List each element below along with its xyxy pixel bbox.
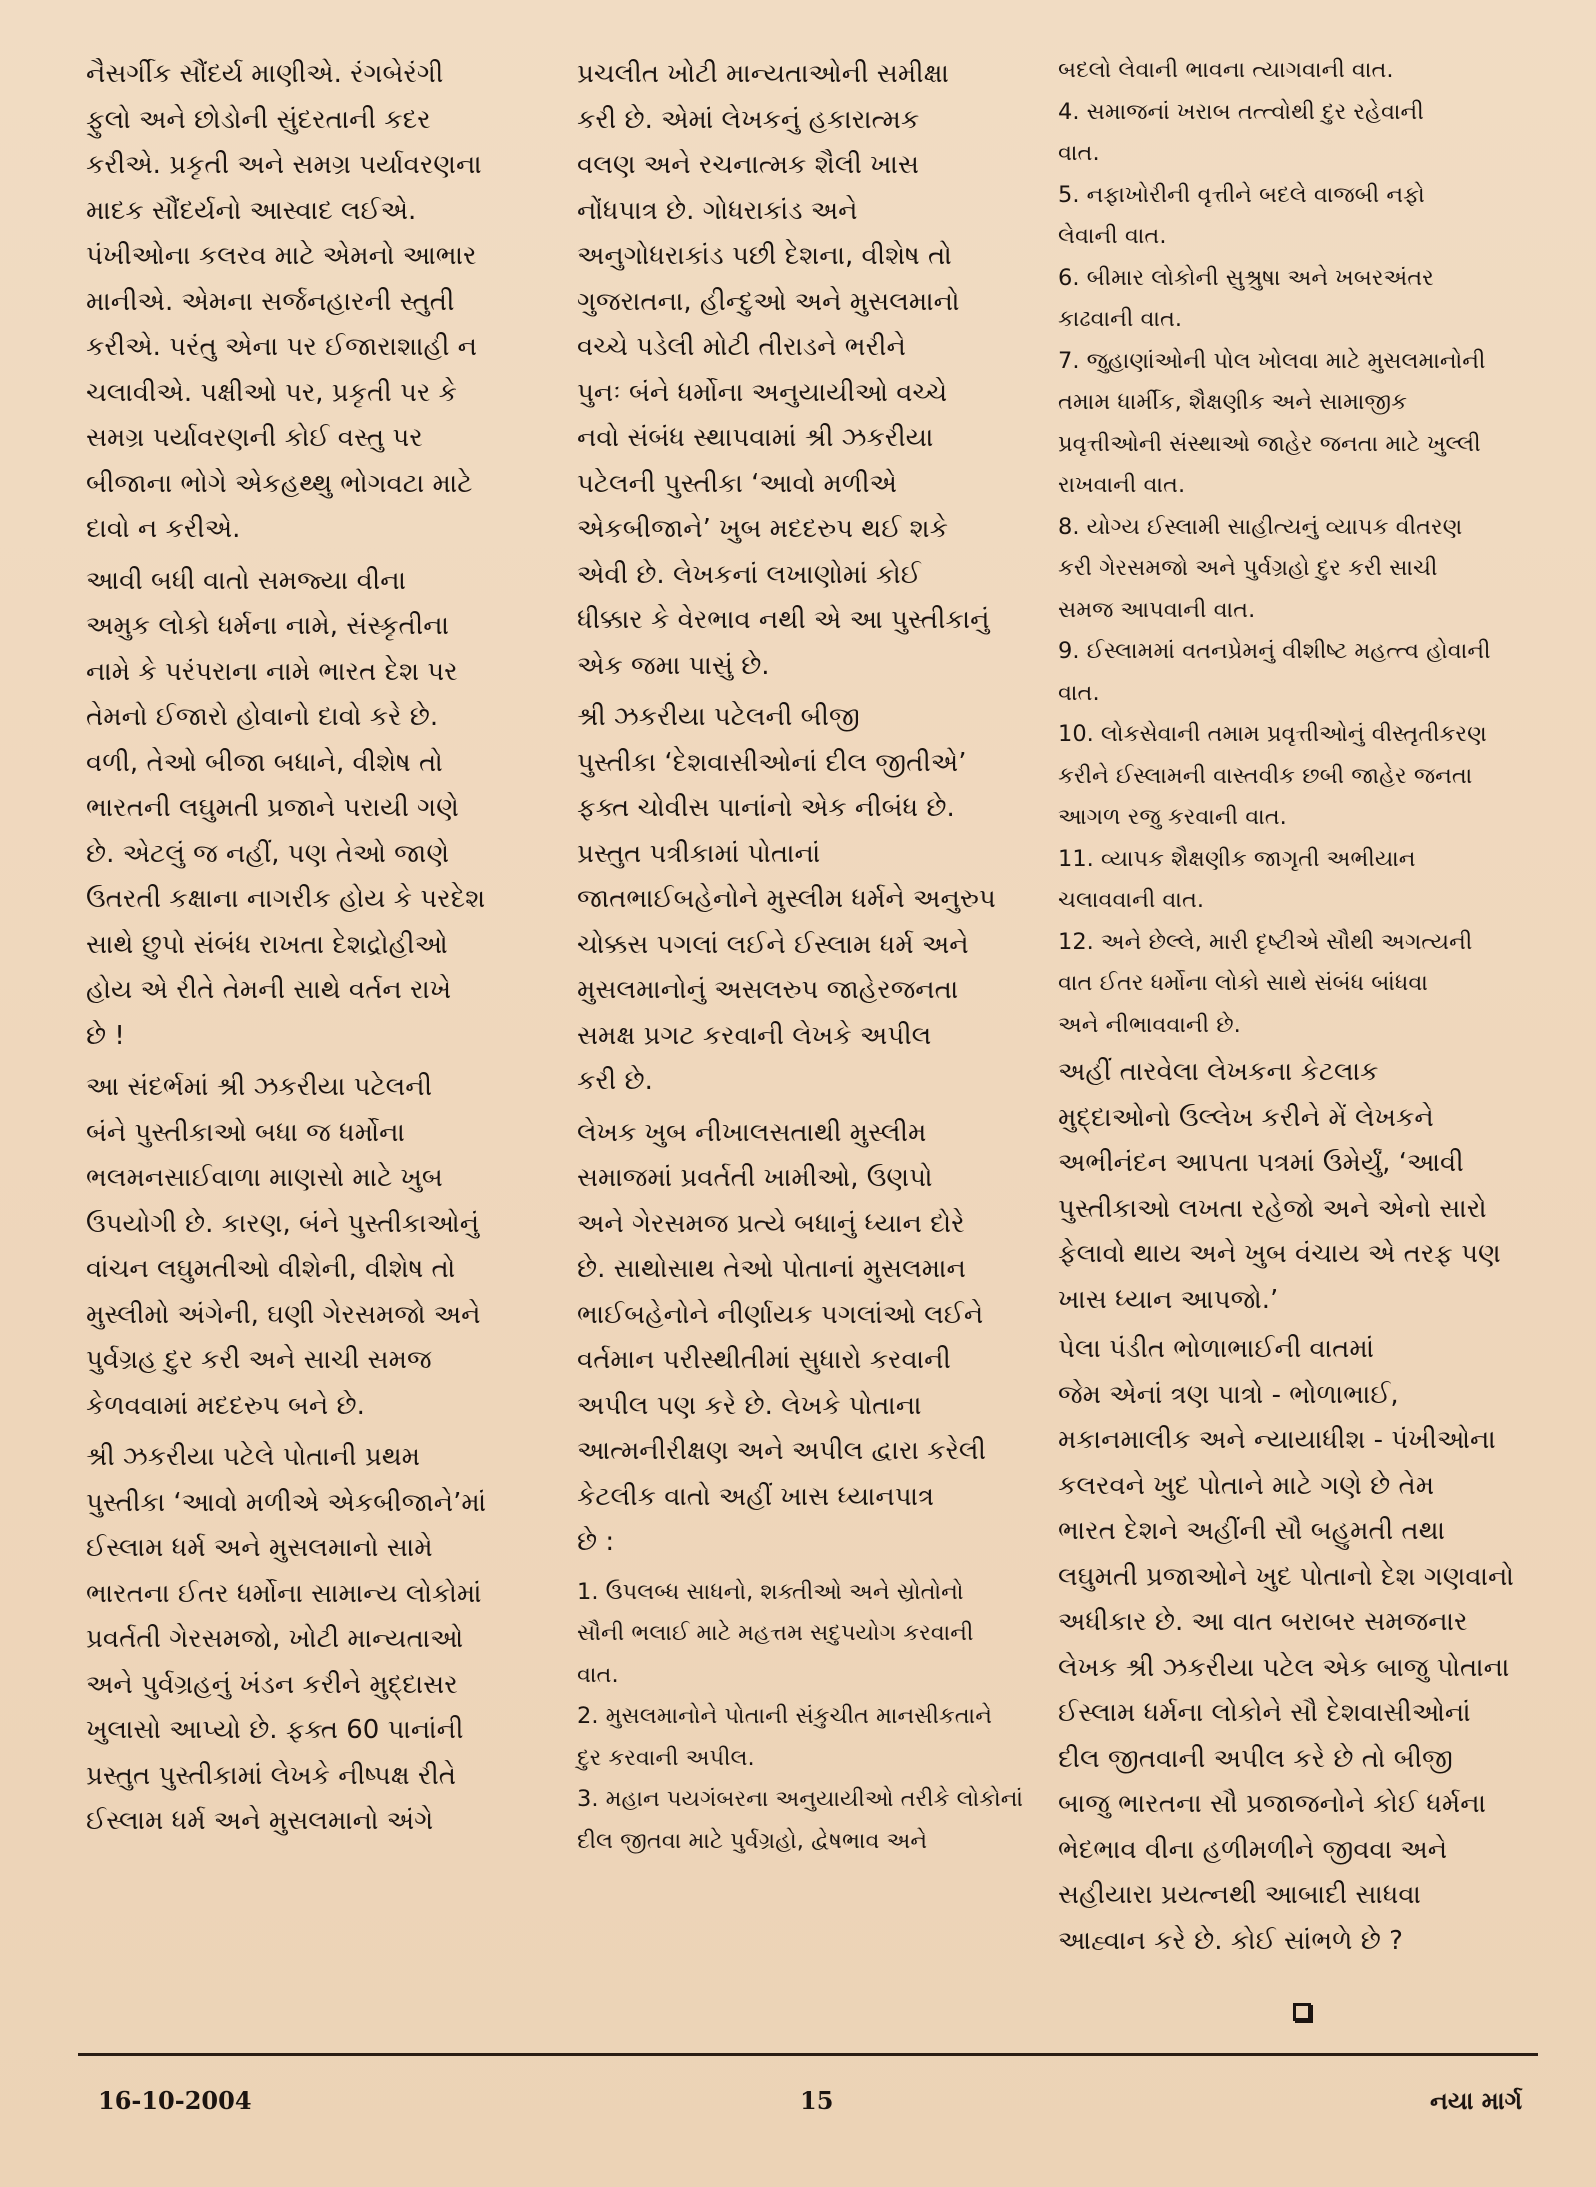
list-item: 6. બીમાર લોકોની સુશ્રુષા અને ખબરઅંતર કાઢવાની વાત. bbox=[1058, 264, 1434, 332]
paragraph: નૈસર્ગીક સૌંદર્ય માણીએ. રંગબેરંગી ફુલો અને છોડોની સુંદરતાની કદર કરીએ. પ્રકૃતી અને સમગ્ર પર્યાવરણના માદક સૌંદર્યનો આસ્વાદ લઈએ. પંખીઓના કલરવ માટે એમનો આભાર માનીએ. એમના સર્જનહારની સ્તુતી કરીએ. પરંતુ એના પર ઈજારાશાહી ન ચલાવીએ. પક્ષીઓ પર, પ્રકૃતી પર કે સમગ્ર પર્યાવરણની કોઈ વસ્તુ પર બીજાના ભોગે એકહથ્થુ ભોગવટા માટે દાવો ન કરીએ. bbox=[86, 59, 482, 544]
paragraph: પ્રચલીત ખોટી માન્યતાઓની સમીક્ષા કરી છે. એમાં લેખકનું હકારાત્મક વલણ અને રચનાત્મક શૈલી ખાસ નોંધપાત્ર છે. ગોધરાકાંડ અને અનુગોધરાકાંડ પછી દેશના, વીશેષ તો ગુજરાતના, હીન્દુઓ અને મુસલમાનો વચ્ચે પડેલી મોટી તીરાડને ભરીને પુનઃ બંને ધર્મોના અનુયાયીઓ વચ્ચે નવો સંબંધ સ્થાપવામાં શ્રી ઝકરીયા પટેલની પુસ્તીકા ‘આવો મળીએ એકબીજાને’ ખુબ મદદરુપ થઈ શકે એવી છે. લેખકનાં લખાણોમાં કોઈ ધીક્કાર કે વેરભાવ નથી એ આ પુસ્તીકાનું એક જમા પાસું છે. bbox=[577, 59, 990, 681]
footer-date: 16-10-2004 bbox=[98, 2086, 252, 2115]
paragraph: શ્રી ઝકરીયા પટેલની બીજી પુસ્તીકા ‘દેશવાસીઓનાં દીલ જીતીએ’ ફક્ત ચોવીસ પાનાંનો એક નીબંધ છે. પ્રસ્તુત પત્રીકામાં પોતાનાં જાતભાઈબહેનોને મુસ્લીમ ધર્મને અનુરુપ ચોક્કસ પગલાં લઈને ઈસ્લામ ધર્મ અને મુસલમાનોનું અસલરુપ જાહેરજનતા સમક્ષ પ્રગટ કરવાની લેખકે અપીલ કરી છે. bbox=[577, 702, 996, 1096]
page-number: 15 bbox=[800, 2086, 834, 2115]
list-item: 2. મુસલમાનોને પોતાની સંકુચીત માનસીકતાને દુર કરવાની અપીલ. bbox=[577, 1703, 992, 1771]
list-item: 4. સમાજનાં ખરાબ તત્ત્વોથી દુર રહેવાની વાત. bbox=[1058, 98, 1424, 166]
list-item: 9. ઈસ્લામમાં વતનપ્રેમનું વીશીષ્ટ મહત્ત્વ હોવાની વાત. bbox=[1058, 638, 1491, 706]
list-item: 12. અને છેલ્લે, મારી દૃષ્ટીએ સૌથી અગત્યની વાત ઈતર ધર્મોના લોકો સાથે સંબંધ બાંધવા અને નીભાવવાની છે. bbox=[1058, 928, 1473, 1038]
paragraph: અહીં તારવેલા લેખકના કેટલાક મુદ્દાઓનો ઉલ્લેખ કરીને મેં લેખકને અભીનંદન આપતા પત્રમાં ઉમેર્યું, ‘આવી પુસ્તીકાઓ લખતા રહેજો અને એનો સારો ફેલાવો થાય અને ખુબ વંચાય એ તરફ પણ ખાસ ધ્યાન આપજો.’ bbox=[1058, 1057, 1501, 1315]
list-item: 5. નફાખોરીની વૃત્તીને બદલે વાજબી નફો લેવાની વાત. bbox=[1058, 181, 1425, 249]
column-left bbox=[86, 52, 551, 1845]
paragraph: લેખક ખુબ નીખાલસતાથી મુસ્લીમ સમાજમાં પ્રવર્તતી ખામીઓ, ઉણપો અને ગેરસમજ પ્રત્યે બધાનું ધ્યાન દોરે છે. સાથોસાથ તેઓ પોતાનાં મુસલમાન ભાઈબહેનોને નીર્ણાયક પગલાંઓ લઈને વર્તમાન પરીસ્થીતીમાં સુધારો કરવાની અપીલ પણ કરે છે. લેખકે પોતાના આત્મનીરીક્ષણ અને અપીલ દ્વારા કરેલી કેટલીક વાતો અહીં ખાસ ધ્યાનપાત્ર છે : bbox=[577, 1117, 986, 1557]
publication-name: નયા માર્ગ bbox=[1430, 2086, 1523, 2115]
list-item: 8. યોગ્ય ઈસ્લામી સાહીત્યનું વ્યાપક વીતરણ કરી ગેરસમજો અને પુર્વગ્રહો દુર કરી સાચી સમજ આપવાની વાત. bbox=[1058, 513, 1463, 623]
paragraph: પેલા પંડીત ભોળાભાઈની વાતમાં જેમ એનાં ત્રણ પાત્રો - ભોળાભાઈ, મકાનમાલીક અને ન્યાયાધીશ - પંખીઓના કલરવને ખુદ પોતાને માટે ગણે છે તેમ ભારત દેશને અહીંની સૌ બહુમતી તથા લઘુમતી પ્રજાઓને ખુદ પોતાનો દેશ ગણવાનો અધીકાર છે. આ વાત બરાબર સમજનાર લેખક શ્રી ઝકરીયા પટેલ એક બાજુ પોતાના ઈસ્લામ ધર્મના લોકોને સૌ દેશવાસીઓનાં દીલ જીતવાની અપીલ કરે છે તો બીજી બાજુ ભારતના સૌ પ્રજાજનોને કોઈ ધર્મના ભેદભાવ વીના હળીમળીને જીવવા અને સહીયારા પ્રયત્નથી આબાદી સાધવા આહ્વાન કરે છે. કોઈ સાંભળે છે ? bbox=[1058, 1334, 1514, 1956]
paragraph: આ સંદર્ભમાં શ્રી ઝકરીયા પટેલની બંને પુસ્તીકાઓ બધા જ ધર્મોના ભલમનસાઈવાળા માણસો માટે ખુબ ઉપયોગી છે. કારણ, બંને પુસ્તીકાઓનું વાંચન લઘુમતીઓ વીશેની, વીશેષ તો મુસ્લીમો અંગેની, ઘણી ગેરસમજો અને પુર્વગ્રહ દુર કરી અને સાચી સમજ કેળવવામાં મદદરુપ બને છે. bbox=[86, 1072, 481, 1421]
list-item: 1. ઉપલબ્ધ સાધનો, શક્તીઓ અને સ્રોતોનો સૌની ભલાઈ માટે મહત્તમ સદુપયોગ કરવાની વાત. bbox=[577, 1578, 974, 1688]
list-item: 10. લોકસેવાની તમામ પ્રવૃત્તીઓનું વીસ્તૃતીકરણ કરીને ઈસ્લામની વાસ્તવીક છબી જાહેર જનતા આગળ રજુ કરવાની વાત. bbox=[1058, 721, 1487, 830]
end-mark-icon bbox=[1293, 2003, 1311, 2021]
paragraph: આવી બધી વાતો સમજ્યા વીના અમુક લોકો ધર્મના નામે, સંસ્કૃતીના નામે કે પરંપરાના નામે ભારત દેશ પર તેમનો ઈજારો હોવાનો દાવો કરે છે. વળી, તેઓ બીજા બધાને, વીશેષ તો ભારતની લઘુમતી પ્રજાને પરાયી ગણે છે. એટલું જ નહીં, પણ તેઓ જાણે ઉતરતી કક્ષાના નાગરીક હોય કે પરદેશ સાથે છુપો સંબંધ રાખતા દેશદ્રોહીઓ હોય એ રીતે તેમની સાથે વર્તન રાખે છે ! bbox=[86, 565, 486, 1051]
list-item: 3. મહાન પયગંબરના અનુયાયીઓ તરીકે લોકોનાં દીલ જીતવા માટે પુર્વગ્રહો, દ્વેષભાવ અને bbox=[577, 1786, 1024, 1854]
list-item: 7. જુહાણાંઓની પોલ ખોલવા માટે મુસલમાનોની તમામ ધાર્મીક, શૈક્ષણીક અને સામાજીક પ્રવૃત્તીઓની સંસ્થાઓ જાહેર જનતા માટે ખુલ્લી રાખવાની વાત. bbox=[1058, 347, 1486, 498]
list-item: 11. વ્યાપક શૈક્ષણીક જાગૃતી અભીયાન ચલાવવાની વાત. bbox=[1058, 845, 1416, 913]
paragraph: શ્રી ઝકરીયા પટેલે પોતાની પ્રથમ પુસ્તીકા ‘આવો મળીએ એકબીજાને’માં ઈસ્લામ ધર્મ અને મુસલમાનો સામે ભારતના ઈતર ધર્મોના સામાન્ય લોકોમાં પ્રવર્તતી ગેરસમજો, ખોટી માન્યતાઓ અને પુર્વગ્રહનું ખંડન કરીને મુદ્દાસર ખુલાસો આપ્યો છે. ફક્ત 60 પાનાંની પ્રસ્તુત પુસ્તીકામાં લેખકે નીષ્પક્ષ રીતે ઈસ્લામ ધર્મ અને મુસલમાનો અંગે bbox=[86, 1442, 487, 1836]
list-item: બદલો લેવાની ભાવના ત્યાગવાની વાત. bbox=[1058, 57, 1394, 83]
column-middle bbox=[577, 52, 1042, 1862]
footer-rule bbox=[78, 2053, 1538, 2056]
column-right bbox=[1058, 50, 1536, 1964]
